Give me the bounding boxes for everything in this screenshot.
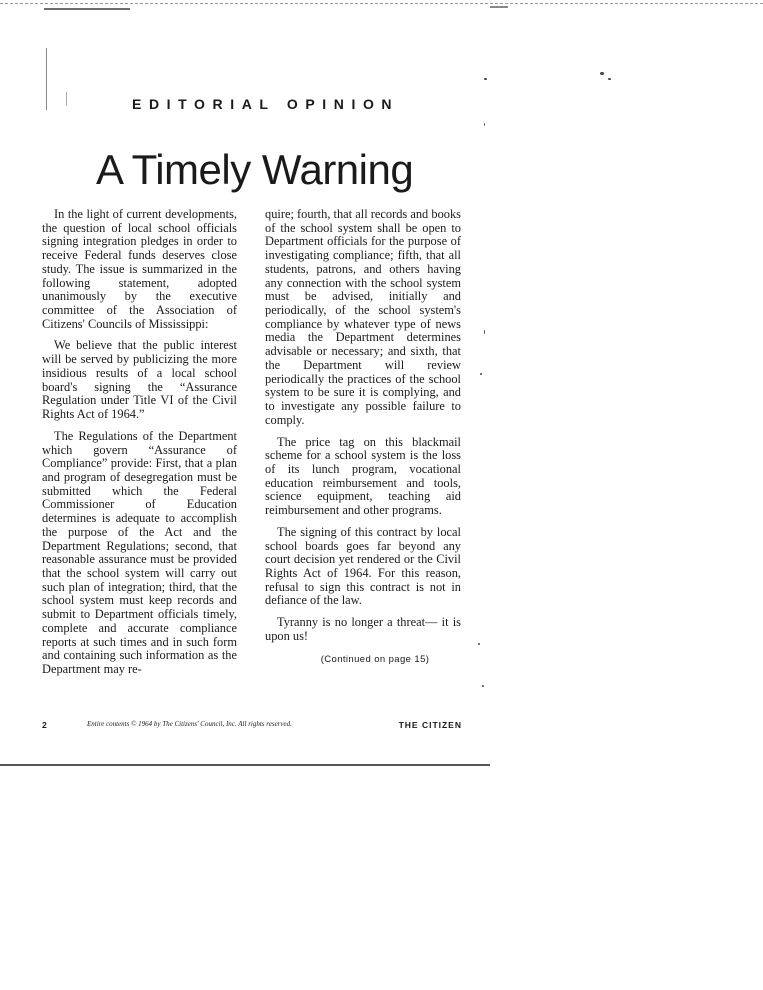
scan-speck [480, 373, 482, 375]
scan-speck [478, 643, 480, 645]
article-paragraph: In the light of current developments, the question of local school officials signing integration pledges in order to receive Federal funds deserves close study. The issue is summarized in the following statement, adopted unanimously by the executive committee of the Association of Citizens' Councils of Mississippi: [42, 207, 237, 331]
article-paragraph: Tyranny is no longer a threat— it is upon us! [265, 615, 461, 643]
scan-speck [482, 685, 484, 687]
scan-speck [600, 72, 604, 75]
article-paragraph: The Regulations of the Department which govern “Assurance of Compliance” provide: First, that a plan and program of desegregation must be submitted which the Federal Commissioner of Education determines is adequate to accomplish the purpose of the Act and the Department Regulations; second, that reasonable assurance must be provided that the school system will carry out such plan of integration; third, that the school system must keep records and submit to Department officials timely, complete and accurate compliance reports at such times and in such form and containing such information as the Department may re- [42, 428, 237, 676]
article-paragraph: We believe that the public interest will be served by publicizing the more insidious results of a local school board's signing the “Assurance Regulation under Title VI of the Civil Rights Act of 1964.” [42, 338, 237, 422]
scan-artifact-left-small [66, 92, 67, 106]
section-kicker: EDITORIAL OPINION [132, 96, 400, 112]
continued-note: (Continued on page 15) [320, 653, 430, 665]
scan-speck [484, 78, 487, 80]
scan-artifact-left [46, 48, 47, 110]
article-title: A Timely Warning [96, 146, 414, 193]
article-paragraph-continuation: quire; fourth, that all records and books of the school system shall be open to Department officials for the purpose of investigating compliance; fifth, that all students, patrons, and others having any connection with the school system must be advised, initially and periodically, of the school system's compliance by whatever type of news media the Department determines advisable or necessary; and sixth, that the Department will review periodically the practices of the school system to be sure it is complying, and to investigate any possible failure to comply. [265, 207, 461, 427]
copyright-notice: Entire contents © 1964 by The Citizens' Council, Inc. All rights reserved. [87, 720, 292, 728]
bottom-rule [0, 764, 490, 766]
scan-speck [608, 78, 611, 80]
scan-speck [484, 330, 485, 334]
article-paragraph: The signing of this contract by local school boards goes far beyond any court decision yet rendered or the Civil Rights Act of 1964. For this reason, refusal to sign this contract is not in defiance of the law. [265, 524, 461, 608]
article-column-right [265, 208, 461, 666]
article-column-left [42, 208, 237, 685]
page-number: 2 [42, 720, 47, 730]
article-paragraph: The price tag on this blackmail scheme for a school system is the loss of its lunch program, vocational education reimbursement and tools, science equipment, teaching aid reimbursement and other programs. [265, 434, 461, 518]
scan-artifact-top [0, 0, 763, 14]
publication-name: THE CITIZEN [398, 720, 462, 730]
page-footer [42, 720, 462, 734]
scan-speck [484, 123, 485, 126]
